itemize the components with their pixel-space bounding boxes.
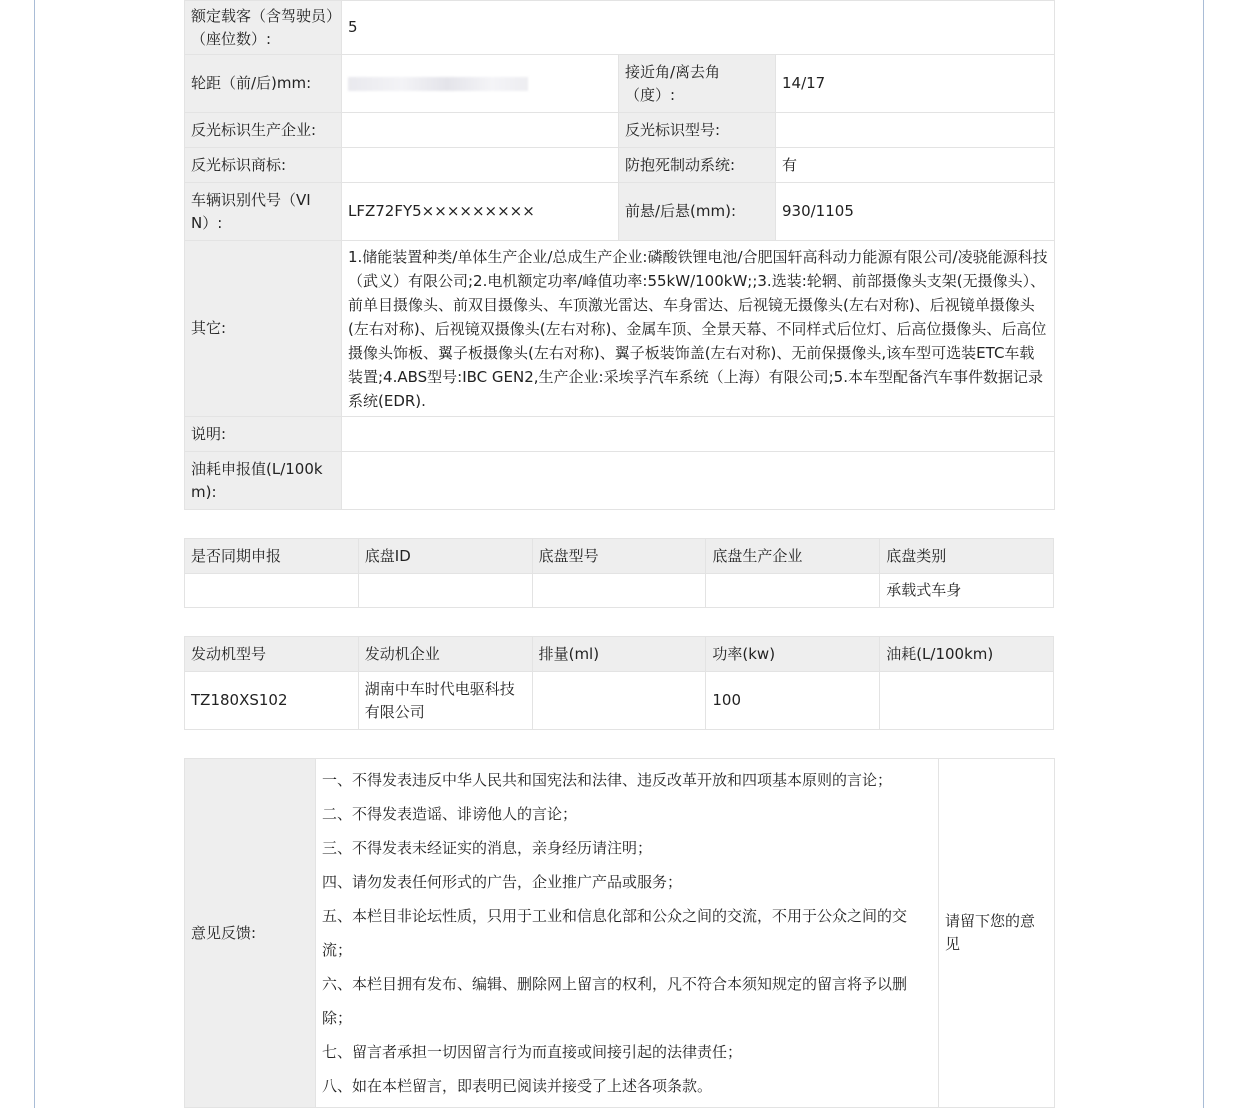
term-item: 二、不得发表造谣、诽谤他人的言论； (322, 805, 578, 823)
engine-header-maker: 发动机企业 (358, 637, 532, 672)
approach-value: 14/17 (776, 55, 1055, 113)
other-label: 其它: (185, 241, 342, 417)
chassis-cell-category: 承载式车身 (880, 574, 1054, 608)
engine-header-fuel: 油耗(L/100km) (880, 637, 1054, 672)
engine-cell-displacement (532, 672, 706, 730)
wheelbase-label: 轮距（前/后)mm: (185, 55, 342, 113)
chassis-cell-id (358, 574, 532, 608)
chassis-header-id: 底盘ID (358, 539, 532, 574)
table-row (185, 759, 1055, 1108)
engine-cell-model: TZ180XS102 (185, 672, 359, 730)
approach-label: 接近角/离去角（度）: (619, 55, 776, 113)
feedback-terms (316, 759, 939, 1108)
term-item: 三、不得发表未经证实的消息，亲身经历请注明； (322, 839, 653, 857)
feedback-table (184, 758, 1055, 1108)
engine-header-model: 发动机型号 (185, 637, 359, 672)
leave-comment-link[interactable]: 请留下您的意见 (939, 759, 1055, 1108)
table-row (185, 55, 1055, 113)
blurred-value (348, 77, 528, 91)
note-label: 说明: (185, 417, 342, 452)
chassis-header-concurrent: 是否同期申报 (185, 539, 359, 574)
chassis-table (184, 538, 1054, 608)
content (184, 0, 1054, 1108)
engine-cell-power: 100 (706, 672, 880, 730)
table-row (185, 148, 1055, 183)
chassis-header-maker: 底盘生产企业 (706, 539, 880, 574)
table-row (185, 1, 1055, 55)
chassis-cell-model (532, 574, 706, 608)
fuel-label: 油耗申报值(L/100km): (185, 452, 342, 510)
specs-table (184, 0, 1055, 510)
reflector-maker-label: 反光标识生产企业: (185, 113, 342, 148)
chassis-header-category: 底盘类别 (880, 539, 1054, 574)
term-item: 八、如在本栏留言，即表明已阅读并接受了上述各项条款。 (322, 1077, 713, 1095)
overhang-value: 930/1105 (776, 183, 1055, 241)
reflector-model-label: 反光标识型号: (619, 113, 776, 148)
engine-cell-fuel (880, 672, 1054, 730)
table-row (185, 672, 1054, 730)
reflector-brand-label: 反光标识商标: (185, 148, 342, 183)
term-item: 七、留言者承担一切因留言行为而直接或间接引起的法律责任； (322, 1043, 743, 1061)
overhang-label: 前悬/后悬(mm): (619, 183, 776, 241)
chassis-header-row (185, 539, 1054, 574)
table-row (185, 241, 1055, 417)
engine-header-displacement: 排量(ml) (532, 637, 706, 672)
engine-table (184, 636, 1054, 730)
term-item: 五、本栏目非论坛性质，只用于工业和信息化部和公众之间的交流，不用于公众之间的交流； (322, 907, 908, 959)
feedback-label: 意见反馈: (185, 759, 316, 1108)
term-item: 六、本栏目拥有发布、编辑、删除网上留言的权利，凡不符合本须知规定的留言将予以删除； (322, 975, 908, 1027)
passengers-label: 额定载客（含驾驶员）（座位数）: (185, 1, 342, 55)
table-row (185, 452, 1055, 510)
chassis-header-model: 底盘型号 (532, 539, 706, 574)
table-row (185, 113, 1055, 148)
term-item: 四、请勿发表任何形式的广告，企业推广产品或服务； (322, 873, 683, 891)
passengers-value: 5 (342, 1, 1055, 55)
term-item: 一、不得发表违反中华人民共和国宪法和法律、违反改革开放和四项基本原则的言论； (322, 771, 893, 789)
reflector-model-value (776, 113, 1055, 148)
engine-header-power: 功率(kw) (706, 637, 880, 672)
reflector-brand-value (342, 148, 619, 183)
abs-label: 防抱死制动系统: (619, 148, 776, 183)
table-row (185, 183, 1055, 241)
reflector-maker-value (342, 113, 619, 148)
vin-value: LFZ72FY5××××××××× (342, 183, 619, 241)
chassis-cell-maker (706, 574, 880, 608)
wheelbase-value (342, 55, 619, 113)
vin-label: 车辆识别代号（VIN）: (185, 183, 342, 241)
table-row (185, 417, 1055, 452)
abs-value: 有 (776, 148, 1055, 183)
engine-header-row (185, 637, 1054, 672)
fuel-value (342, 452, 1055, 510)
chassis-cell-concurrent (185, 574, 359, 608)
other-value: 1.储能装置种类/单体生产企业/总成生产企业:磷酸铁锂电池/合肥国轩高科动力能源有限公司/凌骁能源科技（武义）有限公司;2.电机额定功率/峰值功率:55kW/100kW;;3.选装:轮辋、前部摄像头支架(无摄像头）、前单目摄像头、前双目摄像头、车顶激光雷达、车身雷达、后视镜无摄像头(左右对称)、后视镜单摄像头(左右对称)、后视镜双摄像头(左右对称)、金属车顶、全景天幕、不同样式后位灯、后高位摄像头、后高位摄像头饰板、翼子板摄像头(左右对称)、翼子板装饰盖(左右对称)、无前保摄像头,该车型可选装ETC车载装置;4.ABS型号:IBC GEN2,生产企业:采埃孚汽车系统（上海）有限公司;5.本车型配备汽车事件数据记录系统(EDR). (342, 241, 1055, 417)
engine-cell-maker: 湖南中车时代电驱科技有限公司 (358, 672, 532, 730)
table-row (185, 574, 1054, 608)
note-value (342, 417, 1055, 452)
